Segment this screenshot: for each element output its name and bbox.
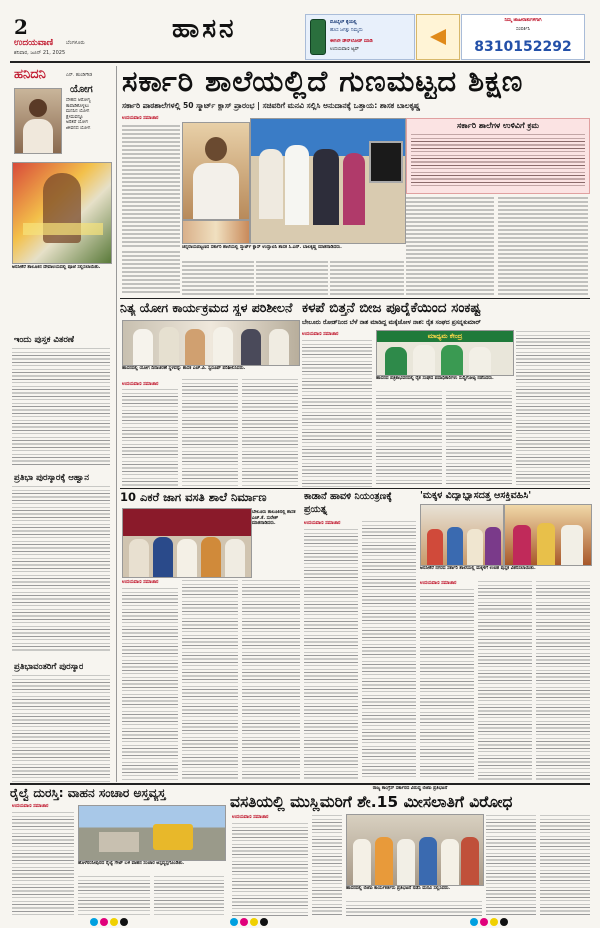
quota-body-col2 — [312, 814, 342, 916]
kadu-headline: ಕಾಡಾನೆ ಹಾವಳಿ ನಿಯಂತ್ರಣಕ್ಕೆ ಪ್ರಯತ್ನ — [304, 491, 392, 515]
page-number: 2 — [14, 15, 28, 39]
app-ad-line3: ಈಗಲೇ ಡೌನ್‌ಲೋಡ್ ಮಾಡಿ — [330, 39, 373, 44]
school-byline: ಉದಯವಾಣಿ ಸಮಾಚಾರ — [122, 580, 159, 585]
poem-line: ಅರಿತರೆ ಯೋಗ — [66, 120, 88, 126]
seed-subhead: ಬೇಲೂರು ರೋಡ್‌ನಿಂದ ಬೆಳೆ ನಾಶ ಮಾಡಿದ್ದ ಮಕ್ಕೆಜೋಳ ನಾಶ: ರೈತ ಸಂಘದ ಪ್ರಸನ್ನಕುಮಾರ್ — [302, 319, 481, 326]
classified-ad — [416, 14, 460, 60]
lead-photo-event — [250, 118, 406, 244]
rail-byline: ಉದಯವಾಣಿ ಸಮಾಚಾರ — [12, 804, 49, 809]
lead-body-col5 — [330, 260, 404, 295]
lead-headline: ಸರ್ಕಾರಿ ಶಾಲೆಯಲ್ಲಿದೆ ಗುಣಮಟ್ಟದ ಶಿಕ್ಷಣ — [122, 64, 524, 98]
school-headline: 10 ಎಕರೆ ಜಾಗ ವಸತಿ ಶಾಲೆ ನಿರ್ಮಾಣ — [120, 490, 267, 504]
seed-body-col1 — [302, 339, 372, 487]
seed-body-col3 — [446, 390, 512, 486]
sidebar-item3-title: ಪ್ರತಿಭಾವಂತರಿಗೆ ಪುರಸ್ಕಾರ — [14, 662, 84, 672]
yoga-body-col1 — [122, 388, 178, 486]
quota-kicker: ರಾಜ್ಯ ಕಾಂಗ್ರೆಸ್ ಸರ್ಕಾರದ ವಿರುದ್ಧ ಬಿಜೆಪಿ ಪ್ರತಿಭಟನೆ — [372, 786, 448, 791]
seed-byline: ಉದಯವಾಣಿ ಸಮಾಚಾರ — [302, 332, 339, 337]
sidebar-item1-body — [12, 347, 110, 467]
section-divider-3 — [10, 783, 590, 785]
section-divider-2 — [120, 488, 590, 489]
school-body-col2 — [182, 579, 238, 780]
kids-byline: ಉದಯವಾಣಿ ಸಮಾಚಾರ — [420, 581, 457, 586]
seed-body-col4 — [516, 330, 590, 486]
lead-body-col2 — [122, 250, 180, 295]
school-body-col1 — [122, 587, 178, 780]
lead-box-body — [411, 133, 585, 189]
quota-caption: ಹಾಸನದಲ್ಲಿ ಬಿಜೆಪಿ ಕಾರ್ಯಕರ್ತರು ಪ್ರತಿಭಟನೆ ನಡೆಸಿ ಮನವಿ ಸಲ್ಲಿಸಿದರು. — [346, 886, 451, 891]
kids-photo-2 — [504, 504, 592, 566]
sidebar-item3-body — [12, 674, 110, 782]
poem-line: ಕಾಪಾಡಿಕೊಳ್ಳಲು — [66, 103, 90, 109]
temple-caption: ಅರಸೀಕೆರೆ ತಾಲೂಕಿನ ದೇವಾಲಯದಲ್ಲಿ ಪೂಜೆ ಸಲ್ಲಿಸಲಾಯಿತು. — [12, 265, 101, 270]
lead-body-col4 — [256, 260, 328, 295]
yoga-caption: ಹಾಸನದಲ್ಲಿ ಯೋಗ ದಿನಾಚರಣೆ ಸ್ಥಳವನ್ನು ಶಾಸಕ ಎಚ್.ಪಿ. ಸ್ವರೂಪ್ ಪರಿಶೀಲಿಸಿದರು. — [122, 366, 246, 371]
rail-photo — [78, 805, 226, 861]
seed-body-col2 — [376, 390, 442, 486]
seed-banner — [377, 331, 513, 342]
quota-photo — [346, 814, 484, 886]
issue-date: ಶನಿವಾರ, ಜೂನ್ 21, 2025 — [14, 50, 66, 56]
masthead-divider — [10, 61, 590, 63]
lead-body-col7 — [498, 196, 588, 296]
lead-photo-kids — [182, 220, 250, 244]
lead-photo-portrait — [182, 122, 250, 220]
edition: ಬೆಂಗಳೂರು — [66, 40, 85, 46]
quota-body-col3 — [346, 900, 482, 916]
lead-photo-caption: ಚನ್ನರಾಯಪಟ್ಟಣದ ಸರ್ಕಾರಿ ಶಾಲೆಯಲ್ಲಿ ಸ್ಮಾರ್ಟ್ ಕ್ಲಾಸ್ ಉದ್ಘಾಟಿಸಿ ಶಾಸಕ ಸಿ.ಎನ್. ಬಾಲಕೃಷ್ಣ ಮಾತನಾಡಿದರು. — [182, 245, 342, 250]
school-side-caption: ಬೇಲೂರು ತಾಲೂಕಿನಲ್ಲಿ ಶಾಸಕ ಎಚ್.ಕೆ. ಸುರೇಶ್ ಮಾತನಾಡಿದರು. — [252, 510, 296, 527]
paper-name: ಉದಯವಾಣಿ — [14, 38, 54, 48]
sidebar-divider — [116, 66, 117, 782]
lead-body-col6 — [406, 196, 494, 296]
quota-body-col4 — [486, 814, 536, 916]
kids-body-col2 — [478, 580, 532, 780]
yoga-headline: ನಿತ್ಯ ಯೋಗ ಕಾರ್ಯಕ್ರಮದ ಸ್ಥಳ ಪರಿಶೀಲನೆ — [120, 300, 293, 315]
kids-body-col1 — [420, 588, 474, 780]
app-ad-line4: ಉದಯವಾಣಿ ಆ್ಯಪ್ — [330, 47, 359, 52]
temple-photo — [12, 162, 112, 264]
rail-caption: ಹೊಳೆನರಸೀಪುರದ ರೈಲ್ವೆ ಗೇಟ್ ಬಳಿ ವಾಹನ ಸಂಚಾರ ಅಸ್ತವ್ಯಸ್ತಗೊಂಡಿತು. — [78, 861, 185, 866]
quota-body-col1 — [232, 822, 308, 916]
yoga-photo — [122, 320, 300, 366]
poem-line: ಜೀವನದ ಯೋಗ — [66, 125, 91, 131]
poem-line: ಮನಸಿನ ಯೋಗ — [66, 109, 90, 115]
quota-byline: ಉದಯವಾಣಿ ಸಮಾಚಾರ — [232, 815, 269, 820]
lead-body-col3 — [182, 260, 254, 295]
poem-lines — [66, 98, 112, 132]
school-photo — [122, 508, 252, 578]
sidebar-brand-sub: ಎನ್. ಹುಂಡಿಗೌಡ — [66, 73, 93, 78]
quota-body-col5 — [540, 814, 590, 916]
phone-icon — [310, 19, 326, 55]
kids-caption: ಅರಸೀಕೆರೆ ನಗರದ ಸರ್ಕಾರಿ ಶಾಲೆಯಲ್ಲಿ ಮಕ್ಕಳಿಗೆ ಉಚಿತ ಪುಸ್ತಕ ವಿತರಿಸಲಾಯಿತು. — [420, 566, 536, 571]
megaphone-icon — [430, 29, 446, 45]
school-body-col3 — [242, 579, 300, 780]
lead-byline: ಉದಯವಾಣಿ ಸಮಾಚಾರ — [122, 116, 159, 121]
app-ad-line2: ಹೊಸ ಜಗತ್ತು ನಿಮ್ಮದು — [330, 28, 363, 33]
masthead — [0, 0, 600, 60]
app-ad — [305, 14, 415, 60]
print-registration-marks — [90, 918, 510, 926]
person-icon — [29, 99, 47, 117]
app-ad-line1: ಮೊಬೈಲ್ ಕೈಯಲ್ಲಿ — [330, 20, 357, 25]
yoga-byline: ಉದಯವಾಣಿ ಸಮಾಚಾರ — [122, 382, 159, 387]
poem-line: ದೇಹದ ಆರೋಗ್ಯ — [66, 98, 91, 103]
section-divider-1 — [120, 298, 590, 299]
sidebar-item2-title: ಪ್ರತಿಭಾ ಪುರಸ್ಕಾರಕ್ಕೆ ಆಹ್ವಾನ — [14, 473, 90, 483]
ad-phone-number: 8310152292 — [474, 39, 572, 55]
sidebar-item2-body — [12, 485, 110, 651]
sidebar — [10, 64, 112, 784]
kadu-body-col2 — [362, 520, 416, 780]
lead-box — [406, 118, 590, 194]
lead-box-title: ಸರ್ಕಾರಿ ಶಾಲೆಗಳ ಉಳಿವಿಗೆ ಕ್ರಮ — [457, 121, 539, 130]
poem-line: ಕ್ಷೇಮವನ್ನೂ — [66, 114, 84, 120]
lead-body-col1 — [122, 124, 180, 248]
contact-ad — [461, 14, 585, 60]
kids-headline: 'ಮಕ್ಕಳ ವಿದ್ಯಾಭ್ಯಾಸದತ್ತ ಆಸಕ್ತಿವಹಿಸಿ' — [420, 490, 532, 501]
yoga-body-col3 — [242, 378, 298, 486]
kadu-byline: ಉದಯವಾಣಿ ಸಮಾಚಾರ — [304, 521, 341, 526]
person-icon — [205, 137, 227, 161]
yoga-body-col2 — [182, 378, 238, 486]
sidebar-item1-title: ಇಂದು ಪುಸ್ತಕ ವಿತರಣೆ — [14, 335, 75, 345]
kadu-body-col1 — [304, 528, 358, 780]
seed-headline: ಕಳಪೆ ಬಿತ್ತನೆ ಬೀಜ ಪೂರೈಕೆಯಿಂದ ಸಂಕಷ್ಟ — [302, 300, 481, 316]
kids-photo-1 — [420, 504, 504, 566]
seed-caption: ಹಾಸನದ ಪತ್ರಿಕಾಭವನದಲ್ಲಿ ರೈತ ಸಂಘದ ಪದಾಧಿಕಾರಿಗಳು ಸುದ್ದಿಗೋಷ್ಠಿ ನಡೆಸಿದರು. — [376, 376, 494, 381]
rail-headline: ರೈಲ್ವೆ ದುರಸ್ತಿ: ವಾಹನ ಸಂಚಾರ ಅಸ್ತವ್ಯಸ್ತ — [10, 786, 166, 800]
contact-ad-line1: ನಿಮ್ಮ ಜಾಹೀರಾತುಗಳಿಗಾಗಿ — [504, 18, 542, 23]
quota-headline: ವಸತಿಯಲ್ಲಿ ಮುಸ್ಲಿಮರಿಗೆ ಶೇ.15 ಮೀಸಲಾತಿಗೆ ವಿರೋಧ — [230, 793, 513, 811]
poem-title: ಯೋಗ — [70, 84, 93, 95]
section-title: ಹಾಸನ — [172, 14, 237, 44]
contact-ad-line2: ಸಂಪರ್ಕಿಸಿ — [515, 27, 531, 32]
sidebar-brand: ಹನಿದನಿ — [14, 67, 46, 82]
seed-banner-text: ಮಾಧ್ಯಮ ಕೇಂದ್ರ — [427, 332, 463, 340]
bulldozer-icon — [153, 824, 193, 850]
rail-body-col3 — [154, 875, 224, 916]
lead-subhead: ಸರ್ಕಾರಿ ಪಾಠಶಾಲೆಗಳಲ್ಲಿ 50 ಸ್ಮಾರ್ಟ್ ಕ್ಲಾಸ್ ಪ್ರಾರಂಭ | ಸಚಿವರಿಗೆ ಮನವಿ ಸಲ್ಲಿಸಿ ಅನುದಾನಕ್ಕೆ ಒತ್ತಾಯ: ಶಾಸಕ ಬಾಲಕೃಷ್ಣ — [122, 101, 421, 110]
kids-body-col3 — [536, 580, 590, 780]
rail-body-col2 — [78, 875, 150, 916]
seed-photo — [376, 330, 514, 376]
rail-body-col1 — [12, 811, 74, 916]
poet-photo — [14, 88, 62, 154]
